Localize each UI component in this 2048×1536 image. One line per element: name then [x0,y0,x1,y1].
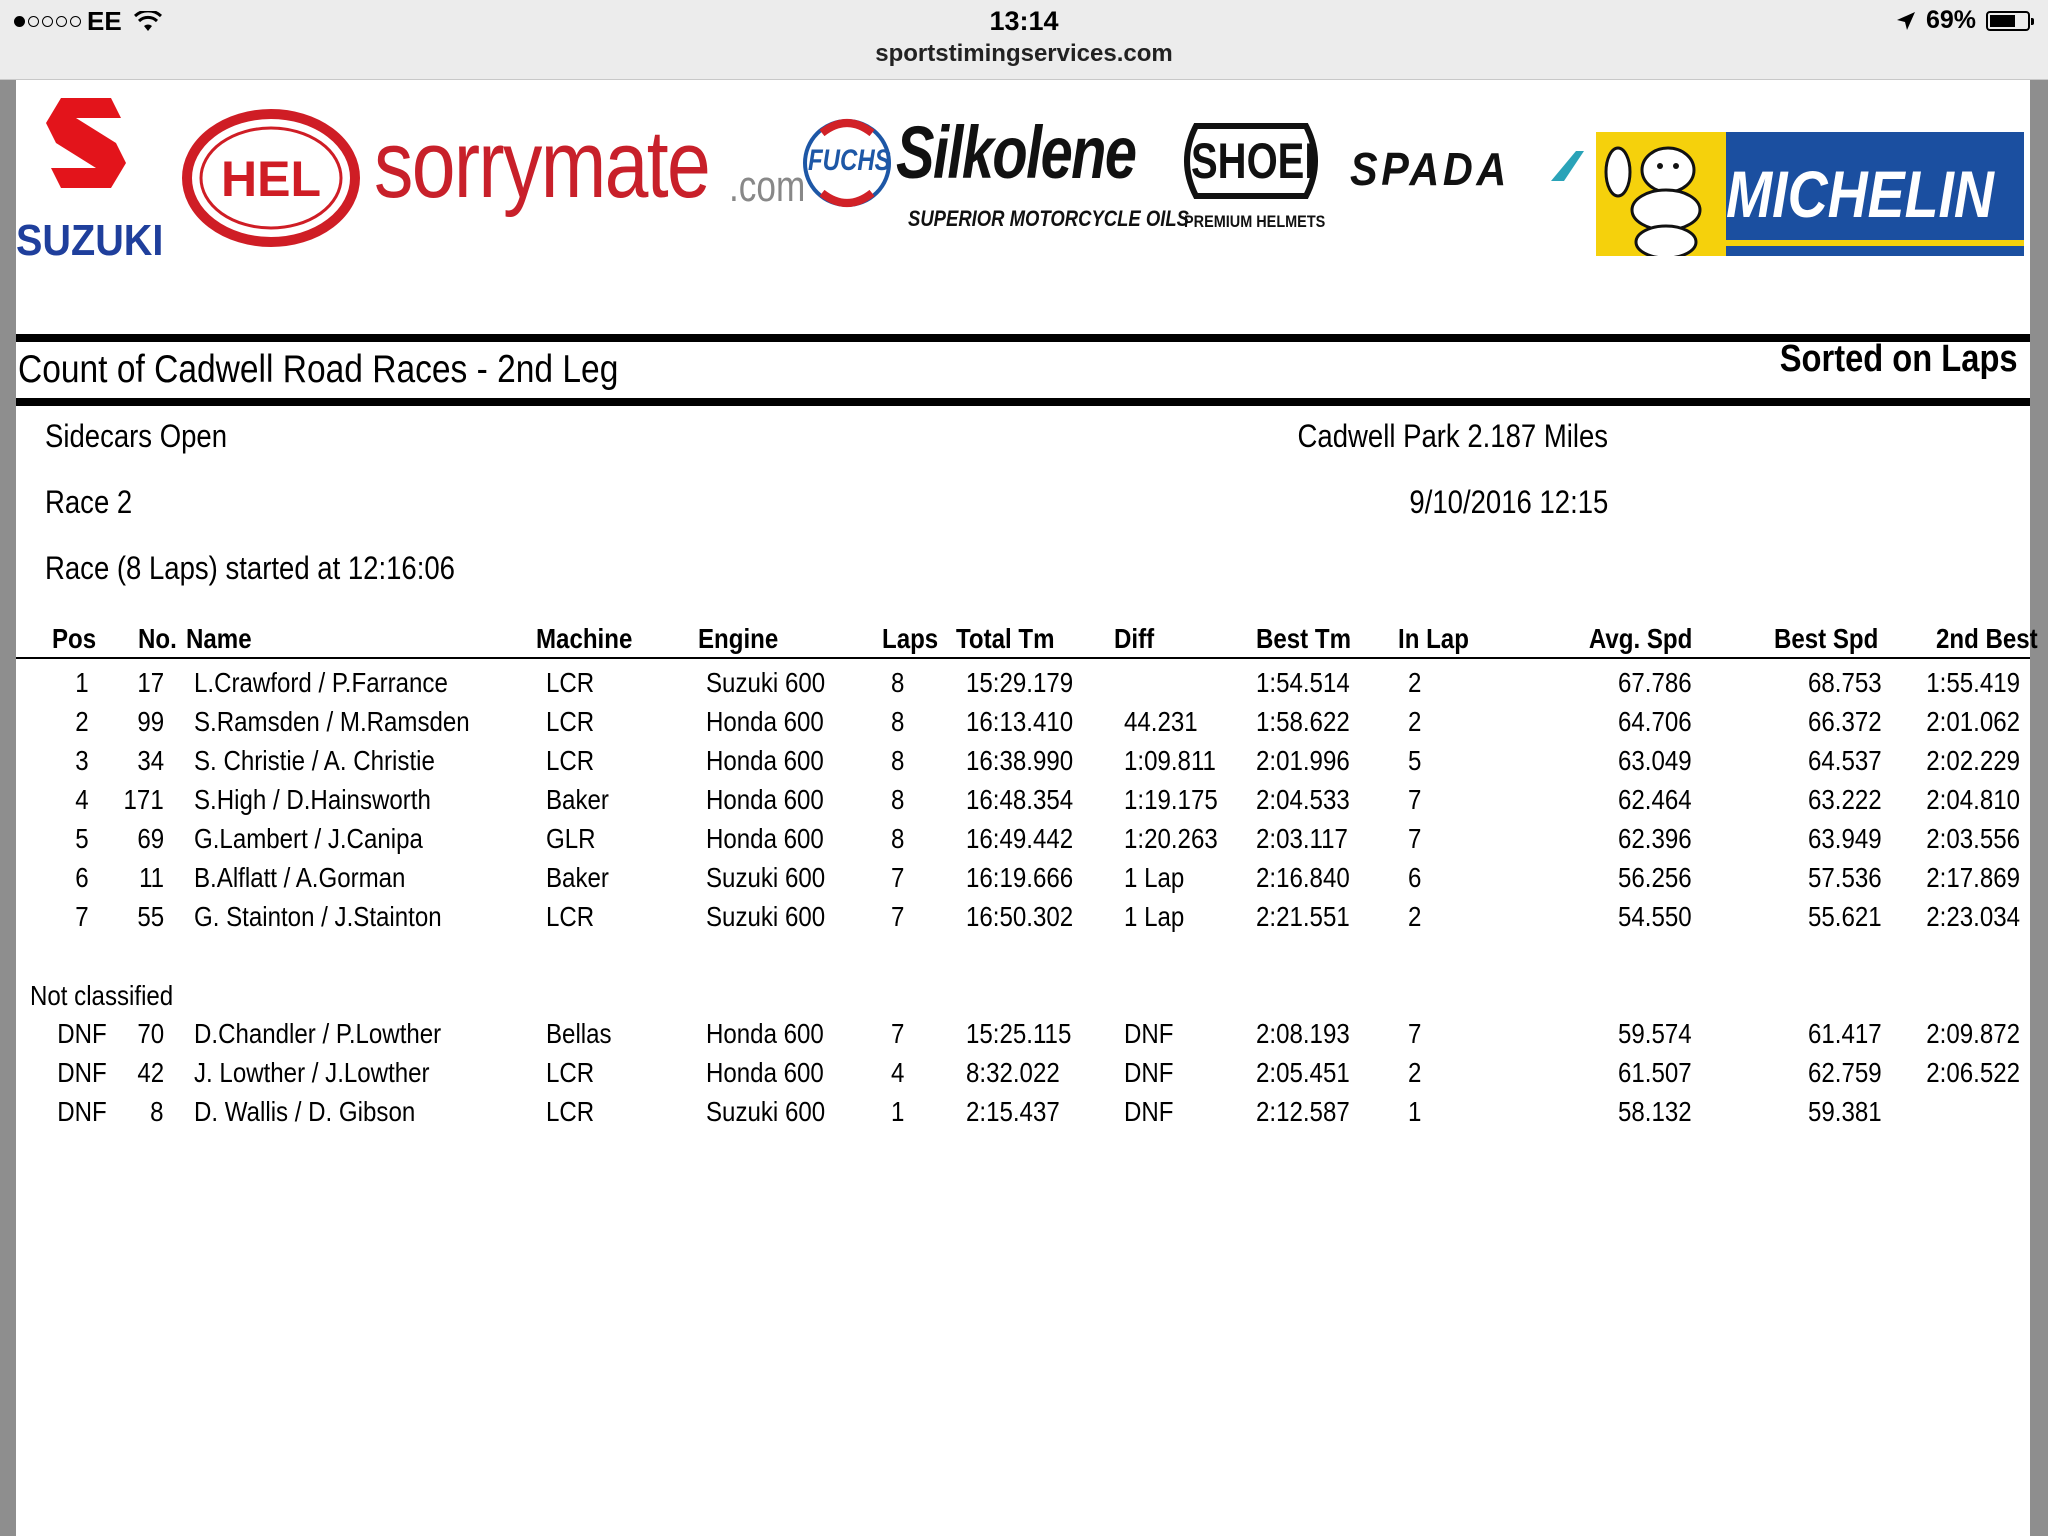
result-cell-laps: 7 [891,901,905,932]
result-cell-pos: DNF [57,1096,107,1127]
result-cell-bestspd: 55.621 [1808,901,1882,932]
result-cell-machine: Baker [546,784,609,815]
result-cell-machine: LCR [546,1057,595,1088]
result-cell-second: 1:55.419 [1926,667,2020,698]
result-cell-inlap: 5 [1408,745,1422,776]
sorrymate-logo [374,110,804,240]
result-cell-avg: 59.574 [1618,1018,1692,1049]
result-cell-pos: DNF [57,1057,107,1088]
result-cell-name: D. Wallis / D. Gibson [194,1096,416,1127]
result-cell-pos: 1 [75,667,89,698]
result-cell-machine: Baker [546,862,609,893]
spada-swoosh-icon [1546,146,1586,186]
column-header-best: Best Tm [1256,623,1352,654]
column-header-laps: Laps [882,623,939,654]
result-cell-laps: 4 [891,1057,905,1088]
result-cell-inlap: 7 [1408,784,1422,815]
result-cell-best: 2:08.193 [1256,1018,1350,1049]
column-header-second: 2nd Best [1936,623,2038,654]
result-cell-engine: Honda 600 [706,1018,824,1049]
result-cell-total: 15:25.115 [966,1018,1072,1049]
sorrymate-wordmark: sorrymate [374,111,710,218]
result-cell-total: 16:38.990 [966,745,1074,776]
result-cell-no: 70 [137,1018,164,1049]
page-title: Count of Cadwell Road Races - 2nd Leg [18,348,619,391]
result-cell-bestspd: 63.949 [1808,823,1882,854]
result-cell-pos: 5 [75,823,89,854]
column-header-avg: Avg. Spd [1588,623,1692,654]
race-number: Race 2 [45,484,133,520]
result-cell-best: 1:54.514 [1256,667,1350,698]
result-cell-inlap: 6 [1408,862,1422,893]
result-cell-name: B.Alflatt / A.Gorman [194,862,406,893]
result-cell-avg: 62.396 [1618,823,1692,854]
result-cell-inlap: 2 [1408,1057,1422,1088]
result-cell-machine: GLR [546,823,596,854]
suzuki-logo [16,88,166,268]
result-cell-inlap: 1 [1408,1096,1422,1127]
address-bar-url[interactable]: sportstimingservices.com [875,40,1173,67]
silkolene-tagline: SUPERIOR MOTORCYCLE OILS [908,206,1189,231]
result-cell-second: 2:01.062 [1926,706,2020,737]
battery-level [1990,15,2015,27]
venue: Cadwell Park 2.187 Miles [1297,418,1608,454]
column-header-name: Name [186,623,252,654]
title-top-rule [16,334,2030,342]
result-cell-bestspd: 64.537 [1808,745,1882,776]
result-cell-second: 2:03.556 [1926,823,2020,854]
result-cell-inlap: 2 [1408,667,1422,698]
fuchs-wordmark: FUCHS [808,144,891,177]
result-cell-name: S. Christie / A. Christie [194,745,435,776]
michelin-wordmark: MICHELIN [1726,157,1994,231]
result-cell-inlap: 7 [1408,1018,1422,1049]
result-cell-engine: Honda 600 [706,1057,824,1088]
result-cell-engine: Suzuki 600 [706,667,826,698]
result-cell-no: 99 [137,706,164,737]
result-cell-avg: 64.706 [1618,706,1692,737]
spada-wordmark: SPADA [1350,143,1510,195]
result-cell-total: 16:50.302 [966,901,1074,932]
result-cell-diff: 1:09.811 [1124,745,1216,776]
silkolene-wordmark: Silkolene [896,111,1136,194]
race-datetime: 9/10/2016 12:15 [1409,484,1608,520]
result-cell-bestspd: 66.372 [1808,706,1882,737]
result-cell-diff: 1 Lap [1124,862,1185,893]
ios-status-bar [0,0,2048,80]
result-cell-total: 2:15.437 [966,1096,1060,1127]
result-cell-machine: LCR [546,745,595,776]
result-cell-machine: Bellas [546,1018,612,1049]
status-right [1896,6,2030,35]
result-cell-laps: 8 [891,784,905,815]
result-cell-pos: 3 [75,745,89,776]
result-cell-no: 34 [137,745,164,776]
result-cell-pos: 6 [75,862,89,893]
result-cell-avg: 67.786 [1618,667,1692,698]
result-cell-total: 16:48.354 [966,784,1074,815]
result-cell-best: 2:04.533 [1256,784,1350,815]
result-cell-pos: 7 [75,901,89,932]
result-cell-no: 8 [150,1096,164,1127]
result-cell-name: G. Stainton / J.Stainton [194,901,442,932]
result-cell-best: 2:03.117 [1256,823,1348,854]
result-cell-name: D.Chandler / P.Lowther [194,1018,442,1049]
result-cell-second: 2:06.522 [1926,1057,2020,1088]
column-header-pos: Pos [52,623,97,654]
result-cell-name: J. Lowther / J.Lowther [194,1057,430,1088]
result-cell-total: 16:49.442 [966,823,1074,854]
race-start: Race (8 Laps) started at 12:16:06 [45,550,455,586]
result-cell-avg: 62.464 [1618,784,1692,815]
result-cell-engine: Suzuki 600 [706,1096,826,1127]
result-cell-name: L.Crawford / P.Farrance [194,667,448,698]
column-header-no: No. [138,623,177,654]
not-classified-label: Not classified [30,980,174,1011]
title-bottom-rule [16,398,2030,406]
result-cell-laps: 7 [891,862,905,893]
result-cell-second: 2:02.229 [1926,745,2020,776]
result-cell-second: 2:09.872 [1926,1018,2020,1049]
result-cell-diff: 1:19.175 [1124,784,1218,815]
result-cell-avg: 54.550 [1618,901,1692,932]
suzuki-wordmark: SUZUKI [16,216,164,265]
result-cell-bestspd: 59.381 [1808,1096,1882,1127]
result-cell-no: 17 [137,667,164,698]
result-cell-diff: DNF [1124,1057,1174,1088]
result-cell-bestspd: 57.536 [1808,862,1882,893]
table-header-rule [16,657,2030,659]
result-cell-name: G.Lambert / J.Canipa [194,823,423,854]
column-header-inlap: In Lap [1398,623,1469,654]
column-header-diff: Diff [1114,623,1155,654]
result-cell-inlap: 2 [1408,901,1422,932]
result-cell-laps: 8 [891,745,905,776]
result-cell-pos: DNF [57,1018,107,1049]
result-cell-diff: 1 Lap [1124,901,1185,932]
result-cell-engine: Honda 600 [706,823,824,854]
battery-percent: 69% [1925,6,1976,34]
result-cell-inlap: 2 [1408,706,1422,737]
result-cell-no: 171 [123,784,164,815]
result-cell-engine: Honda 600 [706,784,824,815]
result-cell-best: 2:01.996 [1256,745,1350,776]
result-cell-diff: 44.231 [1124,706,1198,737]
result-cell-laps: 8 [891,667,905,698]
result-cell-avg: 58.132 [1618,1096,1692,1127]
carrier-name: EE [87,6,122,36]
result-cell-laps: 8 [891,706,905,737]
hel-wordmark: HEL [221,151,321,207]
hel-logo [181,108,361,248]
silkolene-logo [896,110,1189,250]
result-cell-machine: LCR [546,706,595,737]
column-header-total: Total Tm [956,623,1055,654]
result-cell-no: 69 [137,823,164,854]
result-cell-total: 15:29.179 [966,667,1074,698]
sponsor-banner [16,80,2030,280]
michelin-logo [1596,132,2024,256]
result-cell-engine: Honda 600 [706,745,824,776]
sorrymate-suffix: .com [729,162,806,211]
result-cell-machine: LCR [546,1096,595,1127]
result-cell-best: 1:58.622 [1256,706,1350,737]
result-cell-best: 2:05.451 [1256,1057,1350,1088]
suzuki-s-icon [16,88,166,198]
result-cell-bestspd: 62.759 [1808,1057,1882,1088]
column-header-machine: Machine [536,623,633,654]
result-cell-second: 2:17.869 [1926,862,2020,893]
result-cell-best: 2:21.551 [1256,901,1350,932]
result-cell-machine: LCR [546,667,595,698]
location-arrow-icon [1896,11,1916,31]
result-cell-pos: 2 [75,706,89,737]
result-cell-total: 16:19.666 [966,862,1074,893]
shoei-tagline: PREMIUM HELMETS [1184,212,1326,231]
result-cell-bestspd: 61.417 [1808,1018,1882,1049]
result-cell-no: 42 [137,1057,164,1088]
result-cell-total: 8:32.022 [966,1057,1060,1088]
result-cell-diff: 1:20.263 [1124,823,1218,854]
column-header-bestspd: Best Spd [1773,623,1878,654]
clock: 13:14 [989,6,1059,36]
column-header-engine: Engine [698,623,779,654]
result-cell-pos: 4 [75,784,89,815]
result-cell-avg: 61.507 [1618,1057,1692,1088]
shoei-logo [1176,116,1336,236]
result-cell-diff: DNF [1124,1018,1174,1049]
result-cell-no: 11 [138,862,164,893]
result-cell-machine: LCR [546,901,595,932]
result-cell-second: 2:04.810 [1926,784,2020,815]
fuchs-logo [802,108,902,228]
spada-logo [1350,142,1590,222]
result-cell-name: S.Ramsden / M.Ramsden [194,706,470,737]
result-cell-diff: DNF [1124,1096,1174,1127]
michelin-stripe [1726,240,2024,246]
result-cell-avg: 56.256 [1618,862,1692,893]
result-cell-inlap: 7 [1408,823,1422,854]
bibendum-icon [1596,132,1726,256]
result-cell-laps: 8 [891,823,905,854]
result-cell-no: 55 [137,901,164,932]
result-cell-best: 2:16.840 [1256,862,1350,893]
result-cell-second: 2:23.034 [1926,901,2020,932]
result-cell-best: 2:12.587 [1256,1096,1350,1127]
shoei-wordmark: SHOEI [1191,133,1316,189]
result-cell-avg: 63.049 [1618,745,1692,776]
result-cell-engine: Suzuki 600 [706,862,826,893]
result-cell-bestspd: 68.753 [1808,667,1882,698]
battery-icon [1986,11,2030,31]
race-class: Sidecars Open [45,418,228,454]
result-cell-laps: 7 [891,1018,905,1049]
result-cell-engine: Suzuki 600 [706,901,826,932]
result-cell-name: S.High / D.Hainsworth [194,784,431,815]
result-cell-bestspd: 63.222 [1808,784,1882,815]
result-cell-engine: Honda 600 [706,706,824,737]
result-cell-laps: 1 [891,1096,905,1127]
results-page [16,80,2038,1536]
result-cell-total: 16:13.410 [966,706,1074,737]
sort-indicator: Sorted on Laps [1780,338,2018,380]
